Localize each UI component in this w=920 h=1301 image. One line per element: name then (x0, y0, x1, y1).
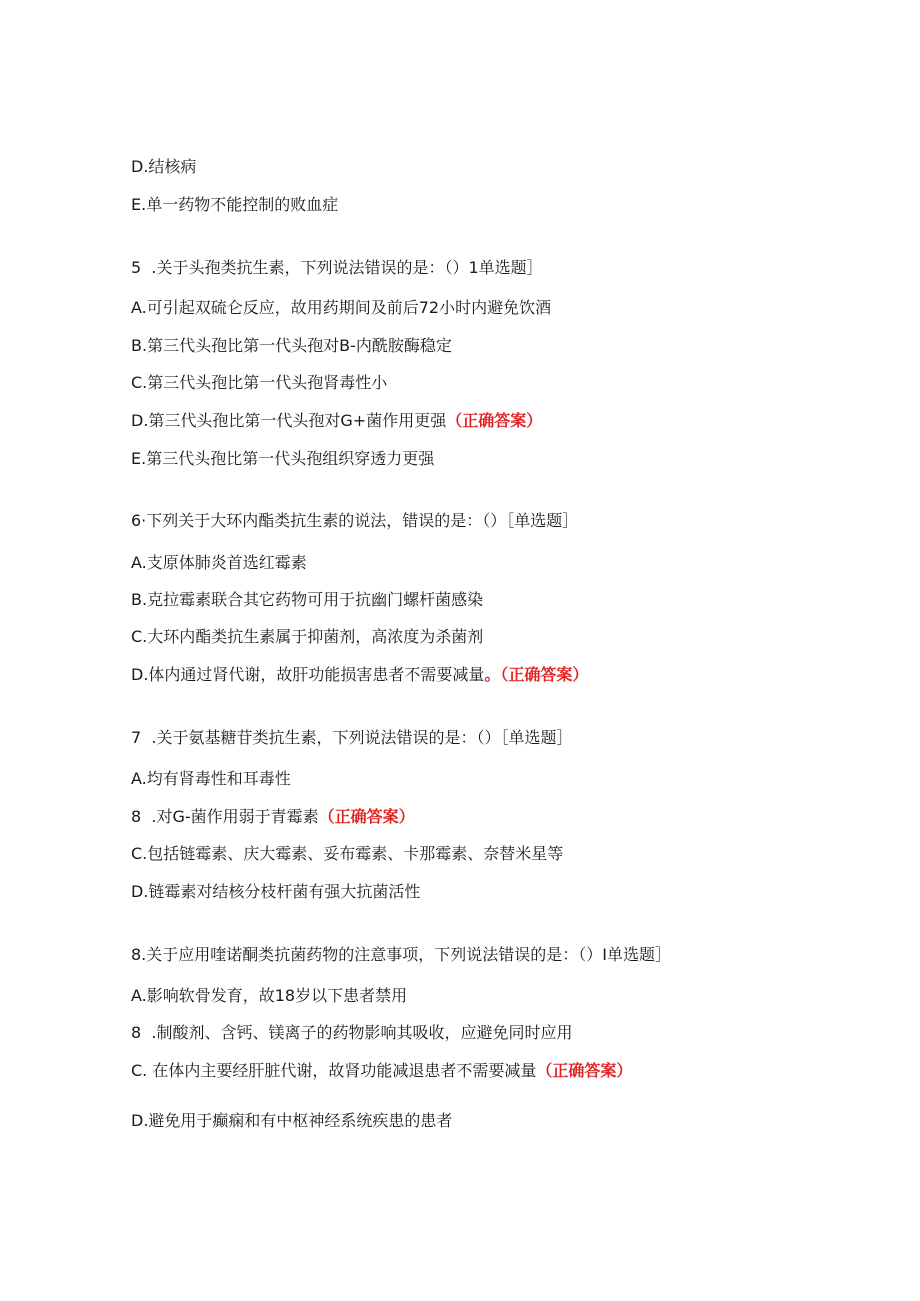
option-5-e: E.第三代头孢比第一代头孢组织穿透力更强 (131, 449, 435, 468)
option-7-c: C.包括链霉素、庆大霉素、妥布霉素、卡那霉素、奈替米星等 (131, 844, 564, 863)
option-5-c: C.第三代头孢比第一代头孢肾毒性小 (131, 373, 388, 392)
option-4-d: D.结核病 (131, 157, 197, 176)
option-6-a: A.支原体肺炎首选红霉素 (131, 553, 307, 572)
option-6-c: C.大环内酯类抗生素属于抑菌剂，高浓度为杀菌剂 (131, 627, 484, 646)
option-5-b: B.第三代头孢比第一代头孢对B-内酰胺酶稳定 (131, 336, 452, 355)
correct-answer-mark: （正确答案） (318, 807, 415, 826)
correct-answer-mark: （正确答案） (446, 411, 543, 430)
option-6-b: B.克拉霉素联合其它药物可用于抗幽门螺杆菌感染 (131, 590, 484, 609)
option-7-a: A.均有肾毒性和耳毒性 (131, 769, 291, 788)
option-8-a: A.影响软骨发育，故18岁以下患者禁用 (131, 986, 408, 1005)
option-6-d: D.体内通过肾代谢，故肝功能损害患者不需要减量。（正确答案） (131, 665, 589, 684)
option-8-c: C. 在体内主要经肝脏代谢，故肾功能减退患者不需要减量（正确答案） (131, 1061, 633, 1080)
question-8-stem: 8.关于应用喹诺酮类抗菌药物的注意事项，下列说法错误的是：（）I单选题］ (131, 945, 671, 964)
question-7-stem: 7 .关于氨基糖苷类抗生素，下列说法错误的是：（）［单选题］ (131, 728, 573, 747)
option-8-b: 8 .制酸剂、含钙、镁离子的药物影响其吸收，应避免同时应用 (131, 1023, 573, 1042)
option-5-d: D.第三代头孢比第一代头孢对G+菌作用更强（正确答案） (131, 411, 543, 430)
option-7-b: 8 .对G-菌作用弱于青霉素（正确答案） (131, 807, 415, 826)
option-5-a: A.可引起双硫仑反应，故用药期间及前后72小时内避免饮酒 (131, 298, 552, 317)
question-6-stem: 6·下列关于大环内酯类抗生素的说法，错误的是：（）［单选题］ (131, 511, 579, 530)
option-4-e: E.单一药物不能控制的败血症 (131, 195, 339, 214)
correct-answer-mark: 。（正确答案） (484, 665, 589, 684)
option-8-d: D.避免用于癫痫和有中枢神经系统疾患的患者 (131, 1111, 453, 1130)
option-7-d: D.链霉素对结核分枝杆菌有强大抗菌活性 (131, 882, 421, 901)
question-5-stem: 5 .关于头孢类抗生素，下列说法错误的是：（）1单选题］ (131, 258, 543, 277)
correct-answer-mark: （正确答案） (536, 1061, 633, 1080)
